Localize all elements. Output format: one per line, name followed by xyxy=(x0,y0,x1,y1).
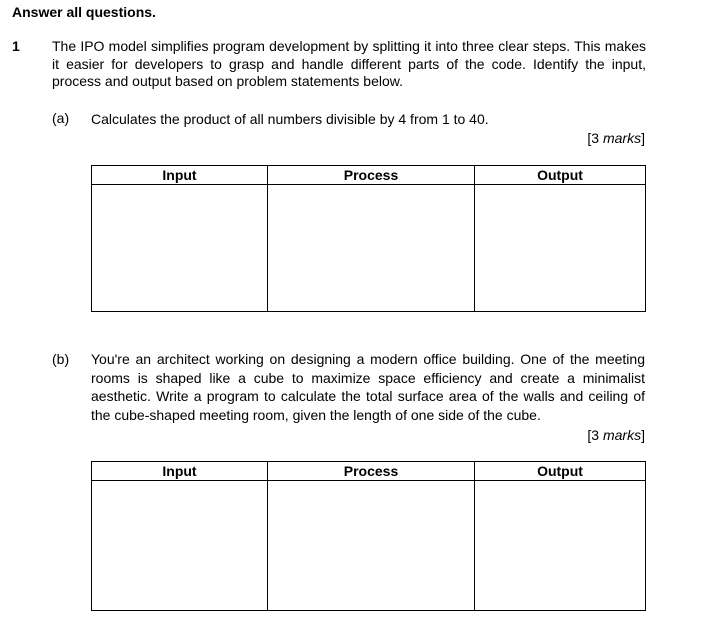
ipo-table-a-output-cell[interactable] xyxy=(475,185,646,312)
ipo-table-b-process-header: Process xyxy=(268,462,475,481)
ipo-table-a-process-header: Process xyxy=(268,166,475,185)
part-a-marks xyxy=(587,130,645,147)
ipo-table-a-answer-row xyxy=(92,185,646,312)
ipo-table-b-answer-row xyxy=(92,481,646,611)
part-a-marks-open: [3 xyxy=(587,130,603,146)
question-text: The IPO model simplifies program development by splitting it into three clear steps. This makes it easier for developers to grasp and handle different parts of the code. Identify the input, process and output based on problem statements below. xyxy=(52,38,646,89)
ipo-table-a-input-header: Input xyxy=(92,166,268,185)
part-a-marks-close: ] xyxy=(641,130,645,146)
part-a-label: (a) xyxy=(52,110,70,126)
instruction-heading: Answer all questions. xyxy=(12,4,156,20)
part-b-marks xyxy=(587,427,645,444)
part-a-text: Calculates the product of all numbers divisible by 4 from 1 to 40. xyxy=(91,111,489,127)
part-b-marks-close: ] xyxy=(641,427,645,443)
part-b-marks-open: [3 xyxy=(587,427,603,443)
ipo-table-a-process-cell[interactable] xyxy=(268,185,475,312)
ipo-table-b-input-cell[interactable] xyxy=(92,481,268,611)
part-b-text: You're an architect working on designing a modern office building. One of the meeting rooms is shaped like a cube to maximize space efficiency and create a minimalist aesthetic. Write a program to calculate the total surface area of the walls and ceiling of the cube-shaped meeting room, given the length of one side of the cube. xyxy=(91,351,645,423)
ipo-table-a-header-row xyxy=(92,166,646,185)
part-b-label: (b) xyxy=(52,351,70,367)
ipo-table-b-output-header: Output xyxy=(475,462,646,481)
ipo-table-b-header-row xyxy=(92,462,646,481)
ipo-table-b xyxy=(91,461,646,611)
ipo-table-a-input-cell[interactable] xyxy=(92,185,268,312)
ipo-table-a-output-header: Output xyxy=(475,166,646,185)
part-b-marks-word: marks xyxy=(602,427,642,443)
part-a-marks-word: marks xyxy=(602,130,642,146)
ipo-table-b-input-header: Input xyxy=(92,462,268,481)
ipo-table-b-output-cell[interactable] xyxy=(475,481,646,611)
ipo-table-a xyxy=(91,165,646,312)
ipo-table-b-process-cell[interactable] xyxy=(268,481,475,611)
question-number: 1 xyxy=(12,38,20,54)
